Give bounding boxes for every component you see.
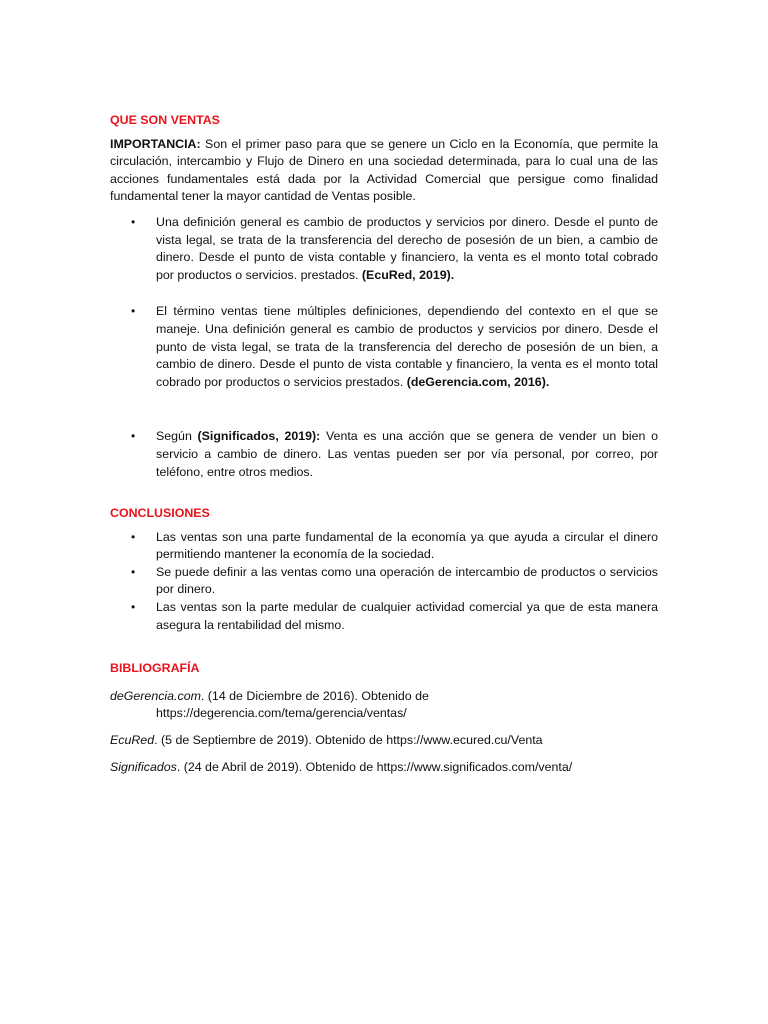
bullet-icon: • [131,429,136,444]
citation: (Significados, 2019): [197,429,321,444]
importancia-text: Son el primer paso para que se genere un Ciclo en la Economía, que permite la circulación, intercambio y Flujo de Dinero en una sociedad determinada, para lo cual una de las acciones fundamentales está dada por la Actividad Comercial que persigue como finalidad fundamental tener la mayor cantidad de Ventas posible. [110,136,658,204]
reference-source: EcuRed [110,733,155,748]
section-title-ventas: QUE SON VENTAS [110,113,220,127]
reference-detail: . (24 de Abril de 2019). Obtenido de https://www.significados.com/venta/ [176,759,573,774]
importancia-label: IMPORTANCIA: [110,136,201,151]
list-item [110,303,658,391]
reference-source: Significados [110,759,177,774]
ventas-bullet-list [110,214,658,481]
section-title-bibliografia: BIBLIOGRAFÍA [110,661,200,676]
reference-item [110,759,658,777]
bullet-text: El término ventas tiene múltiples definiciones, dependiendo del contexto en el que se maneje. Una definición general es cambio de productos y servicios por dinero. Desde el punto de vista legal, se trata de la transferencia del derecho de posesión de un bien, a cambio de dinero. Desde el punto de vista contable y financiero, la venta es el monto total cobrado por productos o servicios prestados. [156,304,658,389]
reference-detail: . (5 de Septiembre de 2019). Obtenido de https://www.ecured.cu/Venta [154,733,543,748]
bullet-text: Una definición general es cambio de productos y servicios por dinero. Desde el punto de vista legal, se trata de la transferencia del derecho de posesión de un bien, a cambio de dinero. Desde el punto de vista contable y financiero, la venta es el monto total cobrado por productos o servicios. prestados. [156,214,658,282]
bullet-text: Las ventas son la parte medular de cualquier actividad comercial ya que de esta manera asegura la rentabilidad del mismo. [156,600,658,632]
section-que-son-ventas [110,112,658,481]
bullet-icon: • [131,214,136,229]
section-title-conclusiones: CONCLUSIONES [110,506,210,521]
list-item [110,214,658,284]
list-item [110,599,658,634]
bullet-icon: • [131,304,136,319]
reference-source: deGerencia.com [110,688,201,703]
list-item [110,564,658,599]
bullet-text: Venta es una acción que se genera de vender un bien o servicio a cambio de dinero. Las ventas pueden ser por vía personal, por correo, por teléfono, entre otros medios. [156,429,658,479]
bullet-icon: • [131,529,136,544]
citation: (EcuRed, 2019). [361,267,455,282]
list-item [110,529,658,564]
bullet-text: Las ventas son una parte fundamental de la economía ya que ayuda a circular el dinero permitiendo mantener la economía de la sociedad. [156,529,658,562]
bullet-text: Se puede definir a las ventas como una operación de intercambio de productos o servicios por dinero. [156,564,658,597]
bullet-prefix: Según [156,429,198,444]
bullet-icon: • [131,564,136,579]
document-page [110,112,658,776]
section-bibliografia [110,660,658,776]
reference-item [110,688,658,723]
conclusiones-bullet-list [110,529,658,635]
bullet-icon: • [131,600,136,615]
reference-item [110,732,658,750]
section-conclusiones [110,505,658,634]
reference-detail: . (14 de Diciembre de 2016). Obtenido de https://degerencia.com/tema/gerencia/ventas/ [156,688,429,721]
citation: (deGerencia.com, 2016). [406,374,550,389]
importancia-paragraph [110,136,658,206]
list-item [110,428,658,481]
